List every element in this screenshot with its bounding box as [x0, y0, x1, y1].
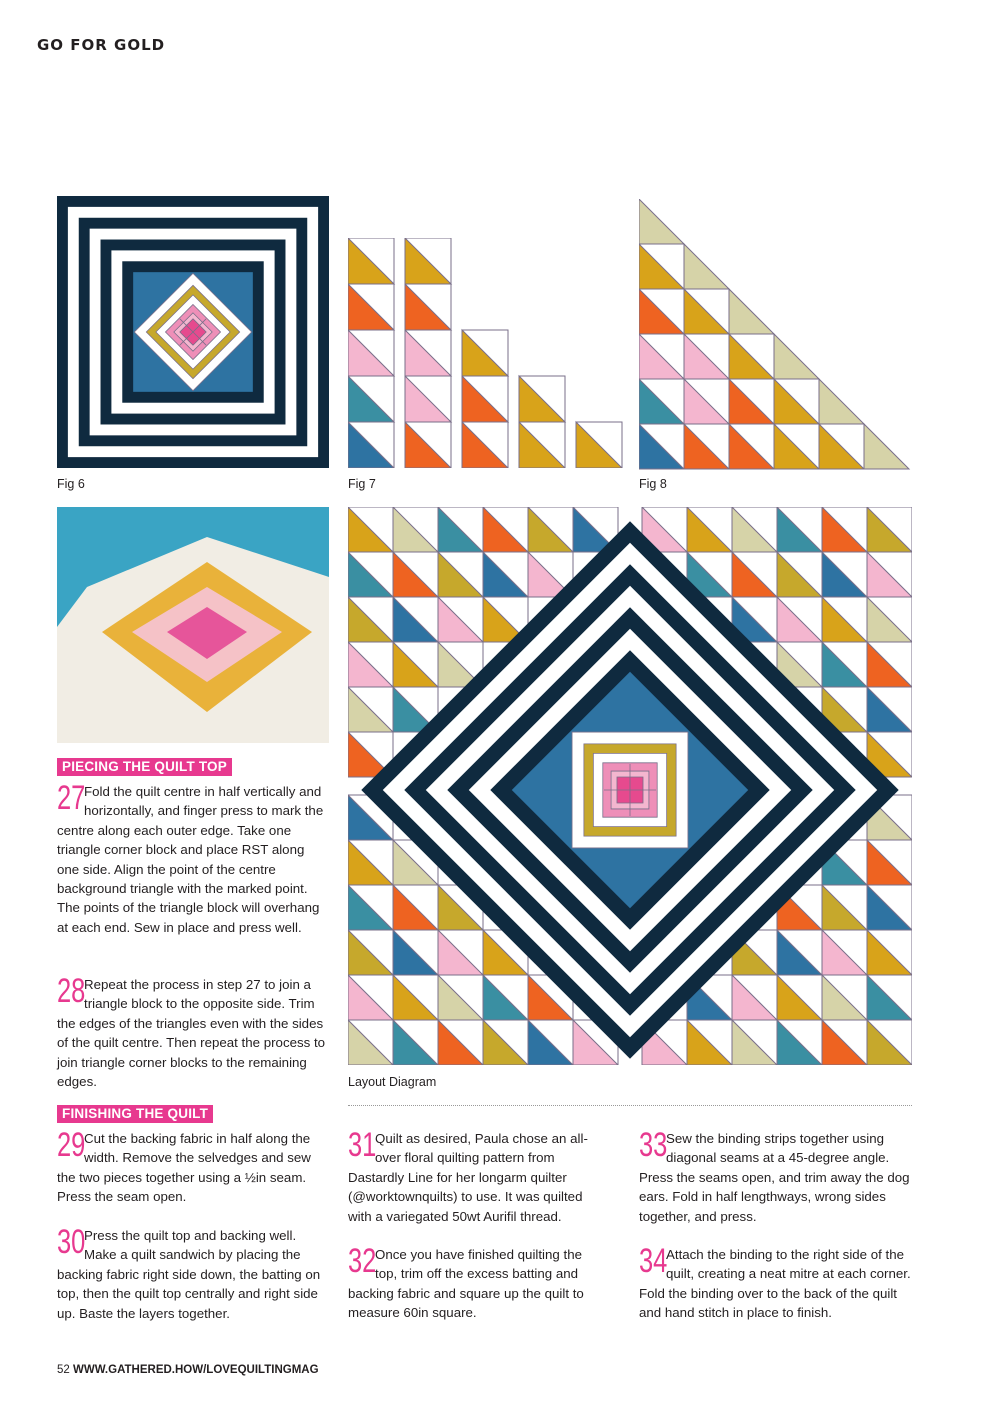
- step-text: Sew the binding strips together using diagonal seams at a 45-degree angle. Press the seams open, and trim away the dog ears. Fold in half lengthways, wrong sides together, and press.: [639, 1131, 910, 1224]
- fig-6-diagram: [57, 196, 329, 468]
- layout-diagram: [348, 507, 912, 1065]
- step-34: [639, 1242, 911, 1323]
- step-31: [348, 1126, 604, 1226]
- step-text: Fold the quilt centre in half vertically and horizontally, and finger press to mark the centre along each outer edge. Take one triangle corner block and place RST along one side. Align the point of the centre background triangle with the marked point. The points of the triangle block will overhang at each end. Sew in place and press well.: [57, 784, 324, 935]
- section-heading-piecing: PIECING THE QUILT TOP: [57, 758, 232, 776]
- step-number: 30: [57, 1223, 86, 1261]
- step-text: Once you have finished quilting the top, trim off the excess batting and backing fabric and square up the quilt to measure 60in square.: [348, 1247, 584, 1321]
- fig-7-caption: Fig 7: [348, 477, 376, 491]
- page-footer: [57, 1364, 319, 1376]
- quilt-triangle: [774, 334, 819, 379]
- quilt-triangle: [684, 244, 729, 289]
- step-29: [57, 1126, 329, 1207]
- quilt-triangle: [864, 424, 909, 469]
- page-number: 52: [57, 1364, 70, 1376]
- step-text: Repeat the process in step 27 to join a triangle block to the opposite side. Trim the edges of the triangles even with the sides of the quilt centre. Then repeat the process to join triangle corner blocks to the remaining edges.: [57, 977, 326, 1090]
- quilt-photo: [57, 507, 329, 743]
- fig-6-caption: Fig 6: [57, 477, 85, 491]
- page-header-title: GO FOR GOLD: [37, 36, 166, 54]
- step-number: 34: [639, 1242, 668, 1280]
- step-number: 33: [639, 1126, 668, 1164]
- step-number: 28: [57, 972, 86, 1010]
- medallion: [57, 196, 329, 468]
- fig-7-diagram: [348, 238, 623, 468]
- layout-diagram-caption: Layout Diagram: [348, 1075, 437, 1089]
- step-32: [348, 1242, 604, 1323]
- step-number: 29: [57, 1126, 86, 1164]
- step-33: [639, 1126, 911, 1226]
- step-number: 31: [348, 1126, 377, 1164]
- step-text: Attach the binding to the right side of the quilt, creating a neat mitre at each corner. Fold the binding over to the back of the quilt and hand stitch in place to finish.: [639, 1247, 911, 1321]
- step-number: 32: [348, 1242, 377, 1280]
- step-text: Press the quilt top and backing well. Make a quilt sandwich by placing the backing fabric right side down, the batting on top, then the quilt top centrally and right side up. Baste the layers together.: [57, 1228, 321, 1321]
- footer-url: WWW.GATHERED.HOW/LOVEQUILTINGMAG: [73, 1364, 319, 1376]
- fig-8-diagram: [639, 199, 911, 471]
- step-text: Quilt as desired, Paula chose an all-over floral quilting pattern from Dastardly Line for her longarm quilter (@worktownquilts) to use. It was quilted with a variegated 50wt Aurifil thread.: [348, 1131, 588, 1224]
- step-text: Cut the backing fabric in half along the width. Remove the selvedges and sew the two pieces together using a ½in seam. Press the seam open.: [57, 1131, 311, 1205]
- section-heading-finishing: FINISHING THE QUILT: [57, 1105, 213, 1123]
- column-divider: [348, 1105, 912, 1106]
- step-27: [57, 779, 329, 937]
- step-number: 27: [57, 779, 86, 817]
- fig-8-caption: Fig 8: [639, 477, 667, 491]
- quilt-triangle: [819, 379, 864, 424]
- step-28: [57, 972, 329, 1091]
- step-30: [57, 1223, 329, 1323]
- quilt-triangle: [729, 289, 774, 334]
- quilt-triangle: [639, 199, 684, 244]
